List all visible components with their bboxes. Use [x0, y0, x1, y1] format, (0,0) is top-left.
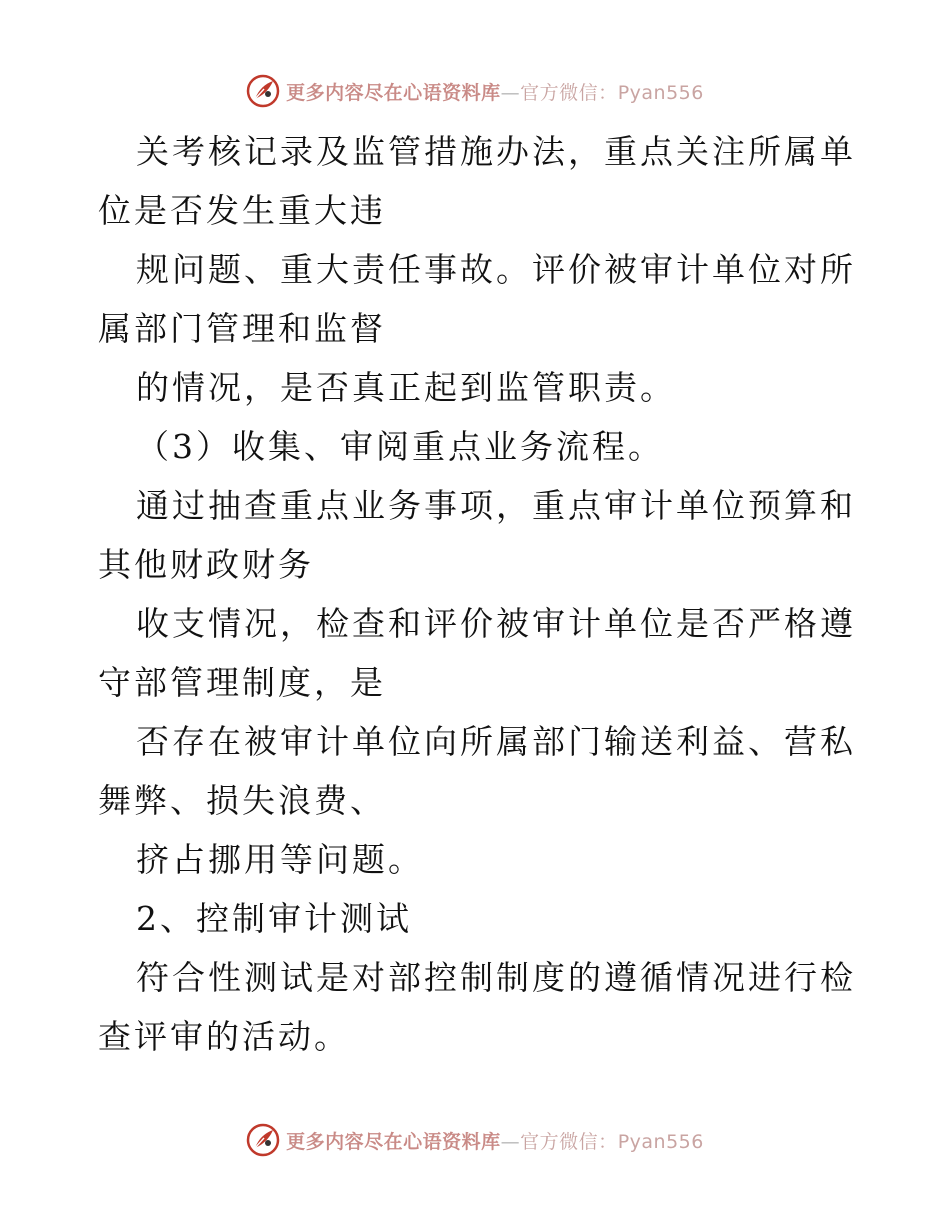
watermark-wechat-id: Pyan556	[617, 1130, 704, 1153]
watermark-main-text: 更多内容尽在心语资料库	[286, 81, 501, 104]
paragraph: 的情况，是否真正起到监管职责。	[136, 368, 676, 407]
watermark-wechat-id: Pyan556	[617, 81, 704, 104]
watermark-main-text: 更多内容尽在心语资料库	[286, 1130, 501, 1153]
footer-watermark	[0, 1120, 950, 1160]
header-watermark	[0, 71, 950, 111]
feather-pen-logo-icon	[246, 74, 280, 108]
watermark-wechat-label: 官方微信：	[520, 81, 618, 104]
paragraph: 通过抽查重点业务事项，重点审计单位预算和其他财政财务	[98, 486, 856, 584]
paragraph: 否存在被审计单位向所属部门输送利益、营私舞弊、损失浪费、	[98, 722, 856, 820]
paragraph: （3）收集、审阅重点业务流程。	[136, 427, 664, 466]
watermark-dash: —	[500, 81, 521, 104]
paragraph: 挤占挪用等问题。	[136, 840, 424, 879]
watermark-wechat-label: 官方微信：	[520, 1130, 618, 1153]
watermark-dash: —	[500, 1130, 521, 1153]
paragraph: 收支情况，检查和评价被审计单位是否严格遵守部管理制度，是	[98, 604, 856, 702]
document-body	[98, 122, 858, 1066]
feather-pen-logo-icon	[246, 1123, 280, 1157]
paragraph: 关考核记录及监管措施办法，重点关注所属单位是否发生重大违	[98, 132, 856, 230]
paragraph: 规问题、重大责任事故。评价被审计单位对所属部门管理和监督	[98, 250, 856, 348]
section-heading: 2、控制审计测试	[136, 899, 412, 938]
paragraph: 符合性测试是对部控制制度的遵循情况进行检查评审的活动。	[98, 958, 856, 1056]
